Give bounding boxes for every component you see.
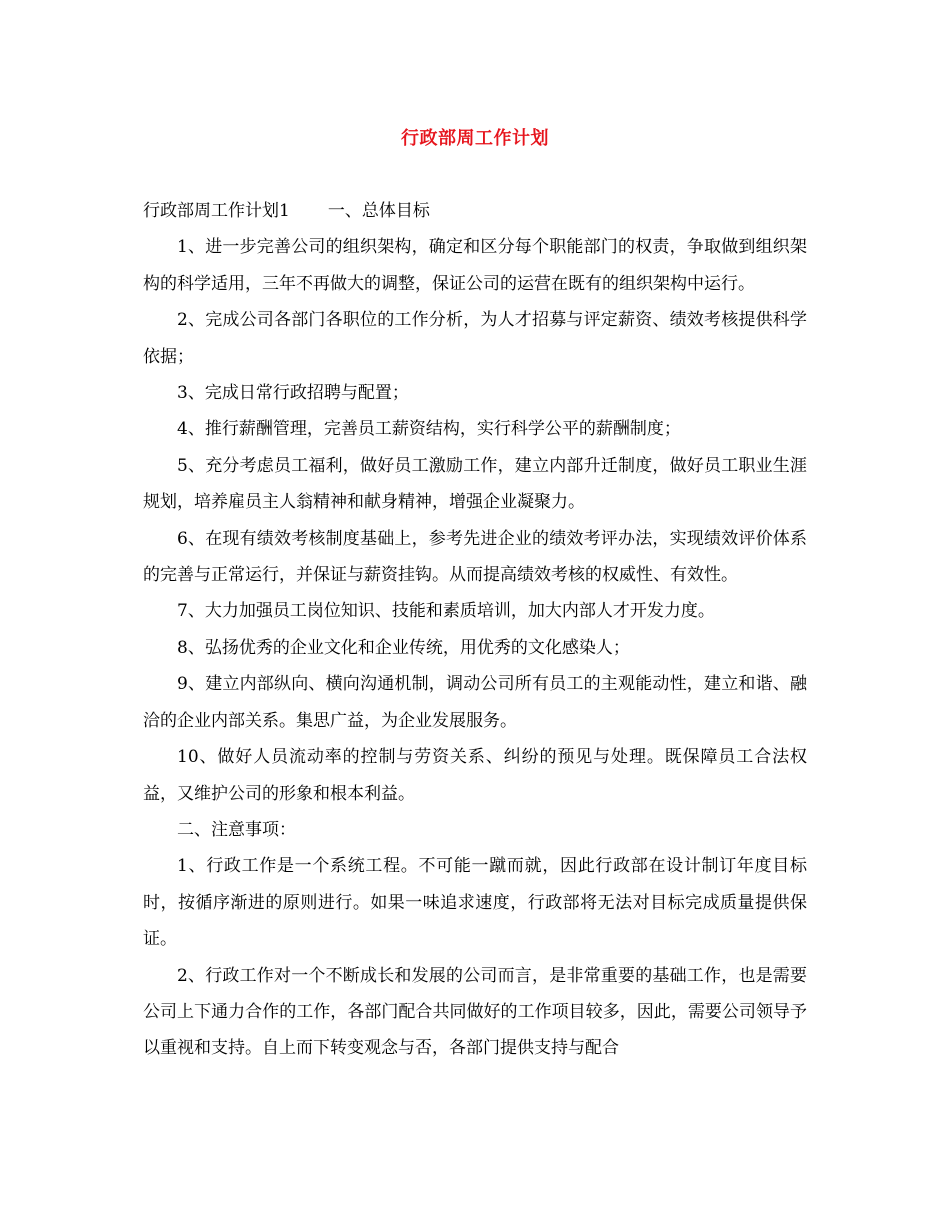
plan-heading-line xyxy=(143,193,807,229)
paragraph: 1、行政工作是一个系统工程。不可能一蹴而就，因此行政部在设计制订年度目标时，按循序渐进的原则进行。如果一味追求速度，行政部将无法对目标完成质量提供保证。 xyxy=(143,856,807,950)
paragraph: 10、做好人员流动率的控制与劳资关系、纠纷的预见与处理。既保障员工合法权益，又维护公司的形象和根本利益。 xyxy=(143,747,807,804)
document-title: 行政部周工作计划 xyxy=(401,128,549,149)
paragraph: 6、在现有绩效考核制度基础上，参考先进企业的绩效考评办法，实现绩效评价体系的完善与正常运行，并保证与薪资挂钩。从而提高绩效考核的权威性、有效性。 xyxy=(143,528,807,586)
plan-heading: 行政部周工作计划1 xyxy=(143,201,290,221)
paragraph: 8、弘扬优秀的企业文化和企业传统，用优秀的文化感染人； xyxy=(177,637,630,658)
section-heading-goals: 一、总体目标 xyxy=(327,201,430,221)
paragraph: 2、行政工作对一个不断成长和发展的公司而言，是非常重要的基础工作，也是需要公司上下通力合作的工作，各部门配合共同做好的工作项目较多，因此，需要公司领导予以重视和支持。自上而下转变观念与否，各部门提供支持与配合 xyxy=(143,965,807,1059)
paragraph: 7、大力加强员工岗位知识、技能和素质培训，加大内部人才开发力度。 xyxy=(177,601,715,622)
paragraph: 3、完成日常行政招聘与配置； xyxy=(177,383,409,404)
paragraph: 2、完成公司各部门各职位的工作分析，为人才招募与评定薪资、绩效考核提供科学依据； xyxy=(143,310,807,367)
paragraph: 4、推行薪酬管理，完善员工薪资结构，实行科学公平的薪酬制度； xyxy=(177,419,681,440)
paragraph: 1、进一步完善公司的组织架构，确定和区分每个职能部门的权责，争取做到组织架构的科学适用，三年不再做大的调整，保证公司的运营在既有的组织架构中运行。 xyxy=(143,237,807,294)
section-heading-notes: 二、注意事项： xyxy=(177,819,296,840)
document-body xyxy=(143,193,807,1067)
paragraph: 9、建立内部纵向、横向沟通机制，调动公司所有员工的主观能动性，建立和谐、融洽的企业内部关系。集思广益，为企业发展服务。 xyxy=(143,674,807,731)
paragraph: 5、充分考虑员工福利，做好员工激励工作，建立内部升迁制度，做好员工职业生涯规划，培养雇员主人翁精神和献身精神，增强企业凝聚力。 xyxy=(143,455,807,513)
